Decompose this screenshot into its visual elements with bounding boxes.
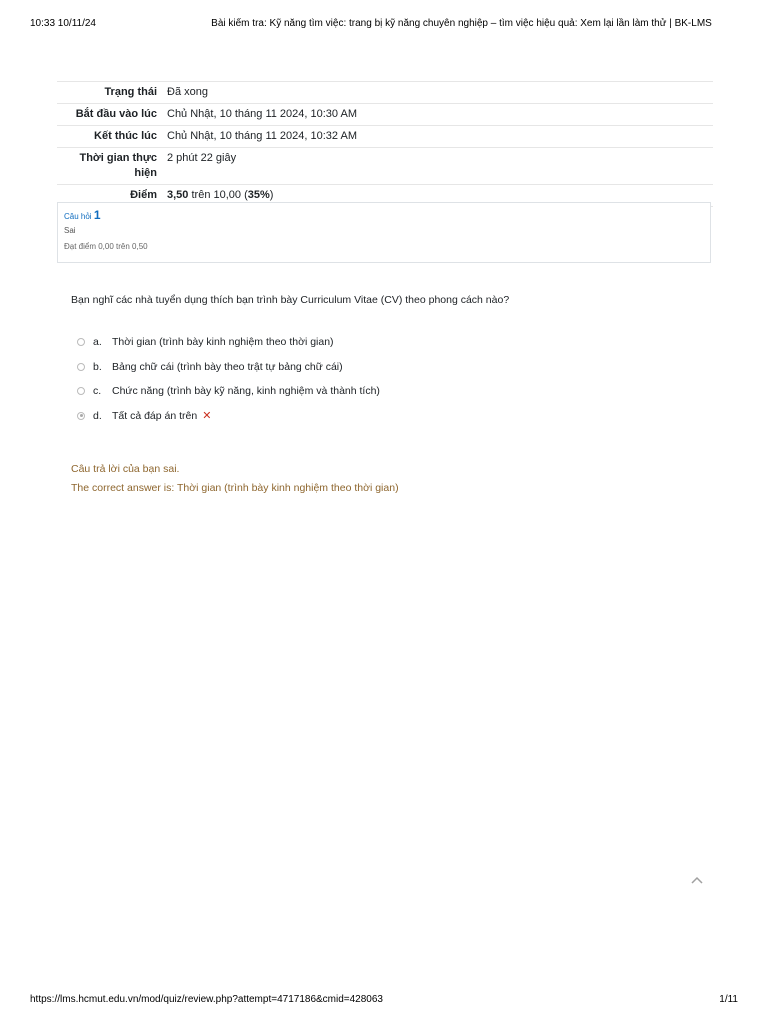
page-url: https://lms.hcmut.edu.vn/mod/quiz/review.php?attempt=4717186&cmid=428063 <box>30 994 383 1005</box>
summary-value: 2 phút 22 giây <box>167 148 713 185</box>
question-number <box>64 208 704 224</box>
option-text: Bảng chữ cái (trình bày theo trật tự bảng chữ cái) <box>112 360 343 373</box>
summary-row <box>57 104 713 126</box>
answer-option-d <box>77 404 697 429</box>
option-letter: d. <box>93 409 102 422</box>
attempt-summary-table <box>57 81 713 207</box>
question-number-prefix: Câu hỏi <box>64 212 92 221</box>
incorrect-icon: ✕ <box>202 410 212 423</box>
question-state: Sai <box>64 226 76 235</box>
print-footer <box>30 994 738 1008</box>
print-header <box>30 18 738 32</box>
summary-row <box>57 126 713 148</box>
option-text: Tất cả đáp án trên <box>112 409 198 422</box>
summary-label: Thời gian thực hiện <box>57 148 167 185</box>
grade-percent: 35% <box>247 189 270 201</box>
chevron-up-icon[interactable] <box>689 873 705 887</box>
grade-middle: trên 10,00 ( <box>188 189 248 201</box>
feedback-box <box>71 460 711 498</box>
question-number-value: 1 <box>93 208 101 222</box>
question-text: Bạn nghĩ các nhà tuyển dụng thích bạn trình bày Curriculum Vitae (CV) theo phong cách nào? <box>71 294 510 306</box>
document-title: Bài kiểm tra: Kỹ năng tìm việc: trang bị kỹ năng chuyên nghiệp – tìm việc hiệu quả: Xem lại lần làm thử | BK-LMS <box>211 18 712 29</box>
question-grade: Đạt điểm 0,00 trên 0,50 <box>64 242 148 251</box>
summary-value: Đã xong <box>167 82 713 104</box>
summary-value: Chủ Nhật, 10 tháng 11 2024, 10:30 AM <box>167 104 713 126</box>
option-letter: b. <box>93 360 102 373</box>
answer-option-b <box>77 355 697 380</box>
summary-label: Bắt đầu vào lúc <box>57 104 167 126</box>
radio-button[interactable] <box>77 363 85 371</box>
grade-label: Điểm <box>57 185 167 207</box>
option-text: Chức năng (trình bày kỹ năng, kinh nghiệm và thành tích) <box>112 385 380 398</box>
radio-button[interactable] <box>77 338 85 346</box>
feedback-incorrect: Câu trả lời của bạn sai. <box>71 463 180 475</box>
option-letter: c. <box>93 385 102 398</box>
summary-value: Chủ Nhật, 10 tháng 11 2024, 10:32 AM <box>167 126 713 148</box>
feedback-correct-answer: The correct answer is: Thời gian (trình bày kinh nghiệm theo thời gian) <box>71 482 399 494</box>
answer-options <box>77 330 697 428</box>
summary-row <box>57 82 713 104</box>
answer-option-c <box>77 379 697 404</box>
grade-score: 3,50 <box>167 189 189 201</box>
summary-row <box>57 148 713 185</box>
answer-option-a <box>77 330 697 355</box>
radio-button-selected[interactable] <box>77 412 85 420</box>
page-number: 1/11 <box>719 994 738 1005</box>
option-letter: a. <box>93 336 102 349</box>
summary-label: Kết thúc lúc <box>57 126 167 148</box>
summary-label: Trạng thái <box>57 82 167 104</box>
print-timestamp: 10:33 10/11/24 <box>30 18 96 29</box>
option-text: Thời gian (trình bày kinh nghiệm theo thời gian) <box>112 336 334 349</box>
grade-end: ) <box>269 189 274 201</box>
question-info-box <box>57 202 711 263</box>
radio-button[interactable] <box>77 387 85 395</box>
